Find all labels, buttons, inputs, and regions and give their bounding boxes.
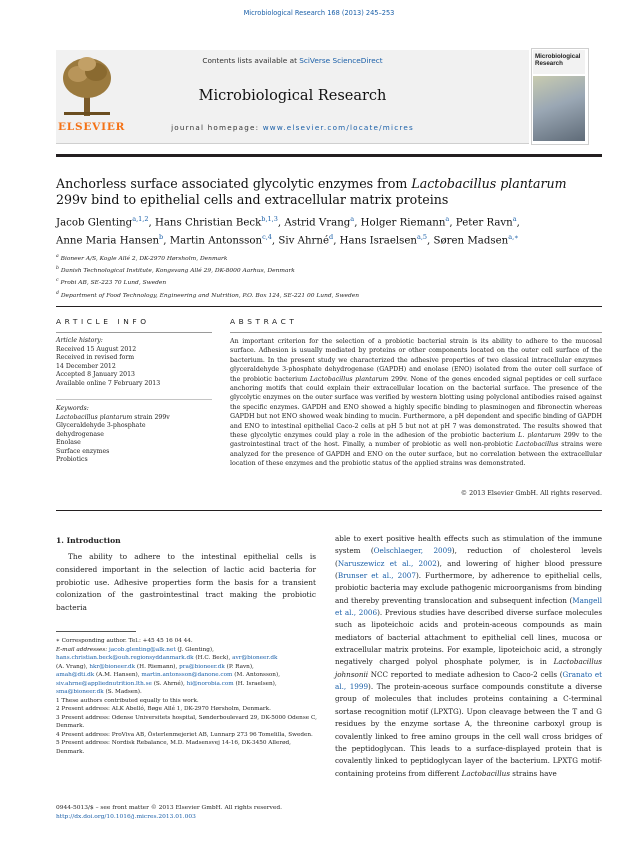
- keyword-species: Lactobacillus plantarum: [56, 413, 133, 421]
- contents-availability: [56, 56, 529, 65]
- history-heading: Article history:: [56, 337, 103, 344]
- author-separator: ,: [271, 235, 279, 247]
- introduction-heading: 1. Introduction: [56, 536, 121, 545]
- footnotes: [56, 637, 318, 756]
- keyword-item: dehydrogenase: [56, 430, 104, 438]
- header-divider: [56, 154, 602, 157]
- abstract-rule: [230, 332, 602, 333]
- front-matter-meta: [56, 804, 336, 822]
- email-owner: (P. Ravn),: [224, 663, 254, 670]
- email-owner: (A. Vrang),: [56, 663, 90, 670]
- email-label: E-mail addresses:: [56, 646, 108, 653]
- email-owner: (J. Glenting),: [175, 646, 214, 653]
- body-text: NCC reported to mediate adhesion to Caco-2 cells (: [368, 669, 563, 679]
- affiliations: [56, 252, 616, 301]
- author-name: Siv Ahrné: [278, 235, 330, 247]
- reference-link[interactable]: Oelschlaeger, 2009: [373, 546, 452, 556]
- corresponding-author-link[interactable]: a,∗: [508, 233, 519, 242]
- affiliation-text: Department of Food Technology, Engineering and Nutrition, P.O. Box 124, SE-221 00 Lund, Sweden: [60, 292, 360, 299]
- history-item: Accepted 8 January 2013: [56, 371, 135, 378]
- keyword-item: Enolase: [56, 439, 81, 446]
- email-owner: (H. Riemann),: [135, 663, 180, 670]
- author-affiliation-link[interactable]: b,1,3: [261, 215, 278, 223]
- author-separator: ,: [333, 235, 340, 247]
- email-link[interactable]: avr@bioneer.dk: [232, 655, 278, 661]
- body-text: ). Furthermore, by adherence to epithelial cells, probiotic bacteria may exclude pathogenic microorganisms from binding and thereby preventing translocation and subsequent infection (: [335, 571, 603, 605]
- homepage-prefix: journal homepage:: [171, 123, 263, 132]
- email-link[interactable]: hans.christian.beck@ouh.regionsyddanmark.dk: [56, 655, 194, 661]
- history-item: Available online 7 February 2013: [56, 379, 161, 387]
- title-text-2: 299v bind to epithelial cells and extracellular matrix proteins: [56, 192, 449, 207]
- affiliation-marker: b: [56, 266, 59, 272]
- footnote-1: 1 These authors contributed equally to this work.: [56, 697, 199, 704]
- sciencedirect-link[interactable]: SciVerse ScienceDirect: [299, 56, 383, 65]
- affiliation-marker: c: [56, 278, 59, 284]
- author-affiliation-link[interactable]: c,4: [262, 233, 272, 242]
- affiliation-text: Probi AB, SE-223 70 Lund, Sweden: [60, 280, 167, 287]
- affiliation-text: Danish Technological Institute, Kongsvang Allé 29, DK-8000 Aarhus, Denmark: [60, 268, 295, 275]
- abstract-heading: ABSTRACT: [230, 317, 298, 326]
- title-text-1: Anchorless surface associated glycolytic enzymes from: [56, 176, 412, 191]
- article-info-heading: ARTICLE INFO: [56, 317, 150, 326]
- keyword-item: Glyceraldehyde 3-phosphate: [56, 422, 146, 429]
- author-line-2: [56, 230, 616, 248]
- keyword-strain: strain 299v: [132, 413, 170, 421]
- journal-citation[interactable]: Microbiological Research 168 (2013) 245–253: [243, 9, 395, 17]
- author-name: Jacob Glenting: [56, 217, 133, 229]
- author-separator: ,: [516, 217, 520, 229]
- author-affiliation-link[interactable]: d: [329, 233, 334, 242]
- footnote-4: 4 Present address: ProViva AB, Österlenmejeriet AB, Lunnarp 273 96 Tomelilla, Sweden.: [56, 731, 313, 738]
- introduction-text: The ability to adhere to the intestinal epithelial cells is considered important in the selection of lactic acid bacteria for probiotic use. Adhesive properties form the basis for a transient colonization of the gastrointestinal tract making the probiotic bacteria: [56, 552, 316, 613]
- introduction-paragraph: [56, 551, 316, 615]
- email-link[interactable]: hkr@bioneer.dk: [89, 663, 136, 670]
- email-link[interactable]: sma@bioneer.dk: [56, 689, 104, 695]
- affiliation-marker: a: [56, 254, 59, 259]
- author-separator: ,: [449, 217, 456, 229]
- affiliation-item: [56, 264, 616, 276]
- corresponding-author-note: ∗ Corresponding author. Tel.: +45 45 16 04 44.: [56, 638, 193, 644]
- keywords-heading: Keywords:: [56, 405, 89, 412]
- author-name: Søren Madsen: [433, 235, 509, 247]
- body-text: ), and lowering of higher blood pressure (: [335, 558, 602, 581]
- abstract-text: 299v. None of the genes encoded signal peptides or cell surface anchoring motifs that could explain their extracellular location on the bacterial surface. The presence of the glycolytic enzymes on the outer surface was verified by western blotting using polyclonal antibodies raised against the specific enzymes. GAPDH and ENO showed a highly specific binding to plasminogen and fibronectin whereas GAPDH but not ENO showed weak binding to mucin. Furthermore, a pH dependent and specific binding of GAPDH and ENO to intestinal epithelial Caco-2 cells at pH 5 but not at pH 7 was demonstrated. The results showed that these glycolytic enzymes could play a role in the adhesion of the probiotic bacterium: [230, 375, 602, 440]
- cover-title-line1: Microbiological: [535, 53, 581, 60]
- abstract-species: L. plantarum: [518, 432, 561, 440]
- keyword-item: Probiotics: [56, 456, 88, 463]
- email-link[interactable]: siv.ahrne@appliednutrition.lth.se: [56, 680, 152, 687]
- author-affiliation-link[interactable]: a,5: [416, 233, 428, 242]
- abstract-bottom-rule: [56, 510, 602, 511]
- author-separator: ,: [148, 217, 155, 229]
- body-text: able to exert positive health effects such as stimulation of the immune system (: [335, 534, 602, 556]
- affiliation-item: [56, 289, 616, 301]
- email-link[interactable]: martin.antonsson@danone.com: [141, 672, 233, 678]
- species-name: Lactobacillus johnsonii: [335, 657, 602, 679]
- abstract-copyright: © 2013 Elsevier GmbH. All rights reserved.: [460, 490, 602, 497]
- author-name: Martin Antonsson: [169, 235, 263, 247]
- section-divider: [56, 306, 602, 307]
- elsevier-wordmark: ELSEVIER: [58, 121, 126, 133]
- footnote-rule: [56, 631, 136, 632]
- author-affiliation-link[interactable]: a,1,2: [132, 215, 149, 223]
- author-name: Holger Riemann: [360, 217, 446, 229]
- author-separator: ,: [277, 217, 285, 229]
- reference-link[interactable]: Mangell et al., 2006: [335, 595, 602, 618]
- doi-link[interactable]: http://dx.doi.org/10.1016/j.micres.2013.01.003: [56, 814, 196, 820]
- author-name: Hans Christian Beck: [154, 217, 262, 229]
- footnote-5: 5 Present address: Nordisk Rebalance, M.D. Madsensvej 14-16, DK-3450 Allerød, Denmark.: [56, 740, 291, 755]
- keywords: [56, 405, 216, 465]
- affiliation-text: Bioneer A/S, Kogle Allé 2, DK-2970 Hørsholm, Denmark: [60, 255, 228, 262]
- abstract-genus: Lactobacillus: [515, 441, 559, 449]
- email-owner: (A.M. Hansen),: [94, 672, 142, 678]
- genus-name: Lactobacillus: [461, 768, 511, 778]
- author-affiliation-link[interactable]: a: [512, 215, 517, 223]
- history-item: Received 15 August 2012: [56, 345, 137, 353]
- abstract-species: Lactobacillus plantarum: [309, 375, 389, 383]
- abstract-body: [230, 337, 602, 469]
- article-history: [56, 337, 216, 388]
- history-rule: [56, 399, 212, 400]
- author-separator: ,: [354, 217, 361, 229]
- email-link[interactable]: jacob.glenting@alk.net: [109, 646, 176, 653]
- email-link[interactable]: amah@dti.dk: [56, 672, 95, 678]
- abstract-text: An important criterion for the selection of a probiotic bacterial strain is its ability to adhere to the mucosal surface. Adhesion is usually mediated by proteins or other components located on the outer cell surface of the bacterium. In the present study we characterized the adhesive properties of two classical intracellular enzymes glyceraldehyde 3-phosphate dehydrogenase (GAPDH) and enolase (ENO) isolated from the outer cell surface of the probiotic bacterium: [230, 338, 602, 383]
- author-name: Hans Israelsen: [339, 235, 417, 247]
- author-name: Anne Maria Hansen: [56, 235, 160, 247]
- body-right-column: [335, 533, 602, 780]
- keyword-item: Surface enzymes: [56, 447, 110, 455]
- history-item: Received in revised form: [56, 354, 135, 361]
- affiliation-marker: d: [56, 290, 59, 296]
- contents-prefix: Contents lists available at: [202, 56, 300, 65]
- author-line-1: [56, 212, 616, 230]
- reference-link[interactable]: Naruszewicz et al., 2002: [337, 558, 437, 568]
- email-owner: (S. Ahrné),: [151, 680, 187, 687]
- history-item: 14 December 2012: [56, 362, 116, 370]
- journal-name: Microbiological Research: [198, 88, 387, 104]
- keyword-item: [56, 414, 216, 423]
- body-text: strains have: [510, 768, 557, 778]
- journal-homepage: [56, 123, 529, 132]
- affiliation-item: [56, 276, 616, 288]
- affiliation-item: [56, 252, 616, 264]
- cover-title-line2: Research: [535, 60, 563, 67]
- author-name: Peter Ravn: [455, 217, 513, 229]
- author-name: Astrid Vrang: [284, 217, 351, 229]
- email-owner: (H. Israelsen),: [233, 680, 277, 687]
- email-owner: (S. Madsen).: [103, 689, 142, 695]
- author-affiliation-link[interactable]: a: [350, 215, 355, 223]
- issn-line: 0944-5013/$ – see front matter © 2013 Elsevier GmbH. All rights reserved.: [56, 805, 283, 811]
- article-title: [56, 176, 616, 208]
- body-text: ), reduction of cholesterol levels (: [335, 546, 602, 568]
- author-separator: ,: [163, 235, 170, 247]
- reference-link[interactable]: Brunser et al., 2007: [337, 571, 416, 581]
- footnote-2: 2 Present address: ALK Abelló, Bøge Allé 1, DK-2970 Hørsholm, Denmark.: [56, 706, 271, 712]
- author-affiliation-link[interactable]: a: [445, 215, 450, 223]
- abstract-text: 299v to the gastrointestinal tract of the host. Finally, a number of probiotic as well non-probiotic: [230, 432, 603, 449]
- email-owner: (H.C. Beck),: [193, 655, 233, 661]
- footnote-3: 3 Present address: Odense Universitets hospital, Sønderboulevard 29, DK-5000 Odense C, Denmark.: [56, 714, 317, 729]
- email-link[interactable]: hi@norobia.com: [186, 680, 234, 687]
- author-affiliation-link[interactable]: b: [159, 233, 164, 242]
- email-owner: (M. Antonsson),: [232, 672, 280, 678]
- author-separator: ,: [427, 235, 434, 247]
- cover-title: [535, 53, 585, 67]
- homepage-link[interactable]: www.elsevier.com/locate/micres: [262, 123, 414, 132]
- abstract-text: strains were analyzed for the presence of GAPDH and ENO on the outer surface, but no correlation between the extracellular location of these enzymes and the probiotic status of the applied strains was demonstrated.: [230, 441, 602, 468]
- reference-link[interactable]: Granato et al., 1999: [335, 669, 602, 692]
- body-text: ). The protein-aceous surface compounds constitute a diverse group of molecules that includes proteins containing a C-terminal sortase recognition motif (LPXTG). Upon cleavage between the T and G residues by the enzyme sortase A, the threonine carboxyl group is covalently linked to free amino groups in the cell wall cross bridges of the peptidoglycan. This leads to a surface-displayed protein that is covalently linked to peptidoglycan layer of the bacterium. LPXTG motif-containing proteins from different: [335, 682, 602, 778]
- article-info-rule: [56, 332, 212, 333]
- body-text: ). Previous studies have described diverse surface molecules such as lipoteichoic acids and protein-aceous compounds as main mediators of bacterial attachment to epithelial cell lines, mucosa or extracellular matrix proteins. For example, lipoteichoic acid, a strongly negatively charged polyol phosphate polymer, is in: [335, 608, 603, 667]
- email-addresses: [56, 646, 318, 697]
- author-list: [56, 212, 616, 249]
- email-link[interactable]: pra@bioneer.dk: [179, 663, 225, 670]
- title-species: Lactobacillus plantarum: [411, 176, 567, 191]
- cover-image: [533, 76, 585, 141]
